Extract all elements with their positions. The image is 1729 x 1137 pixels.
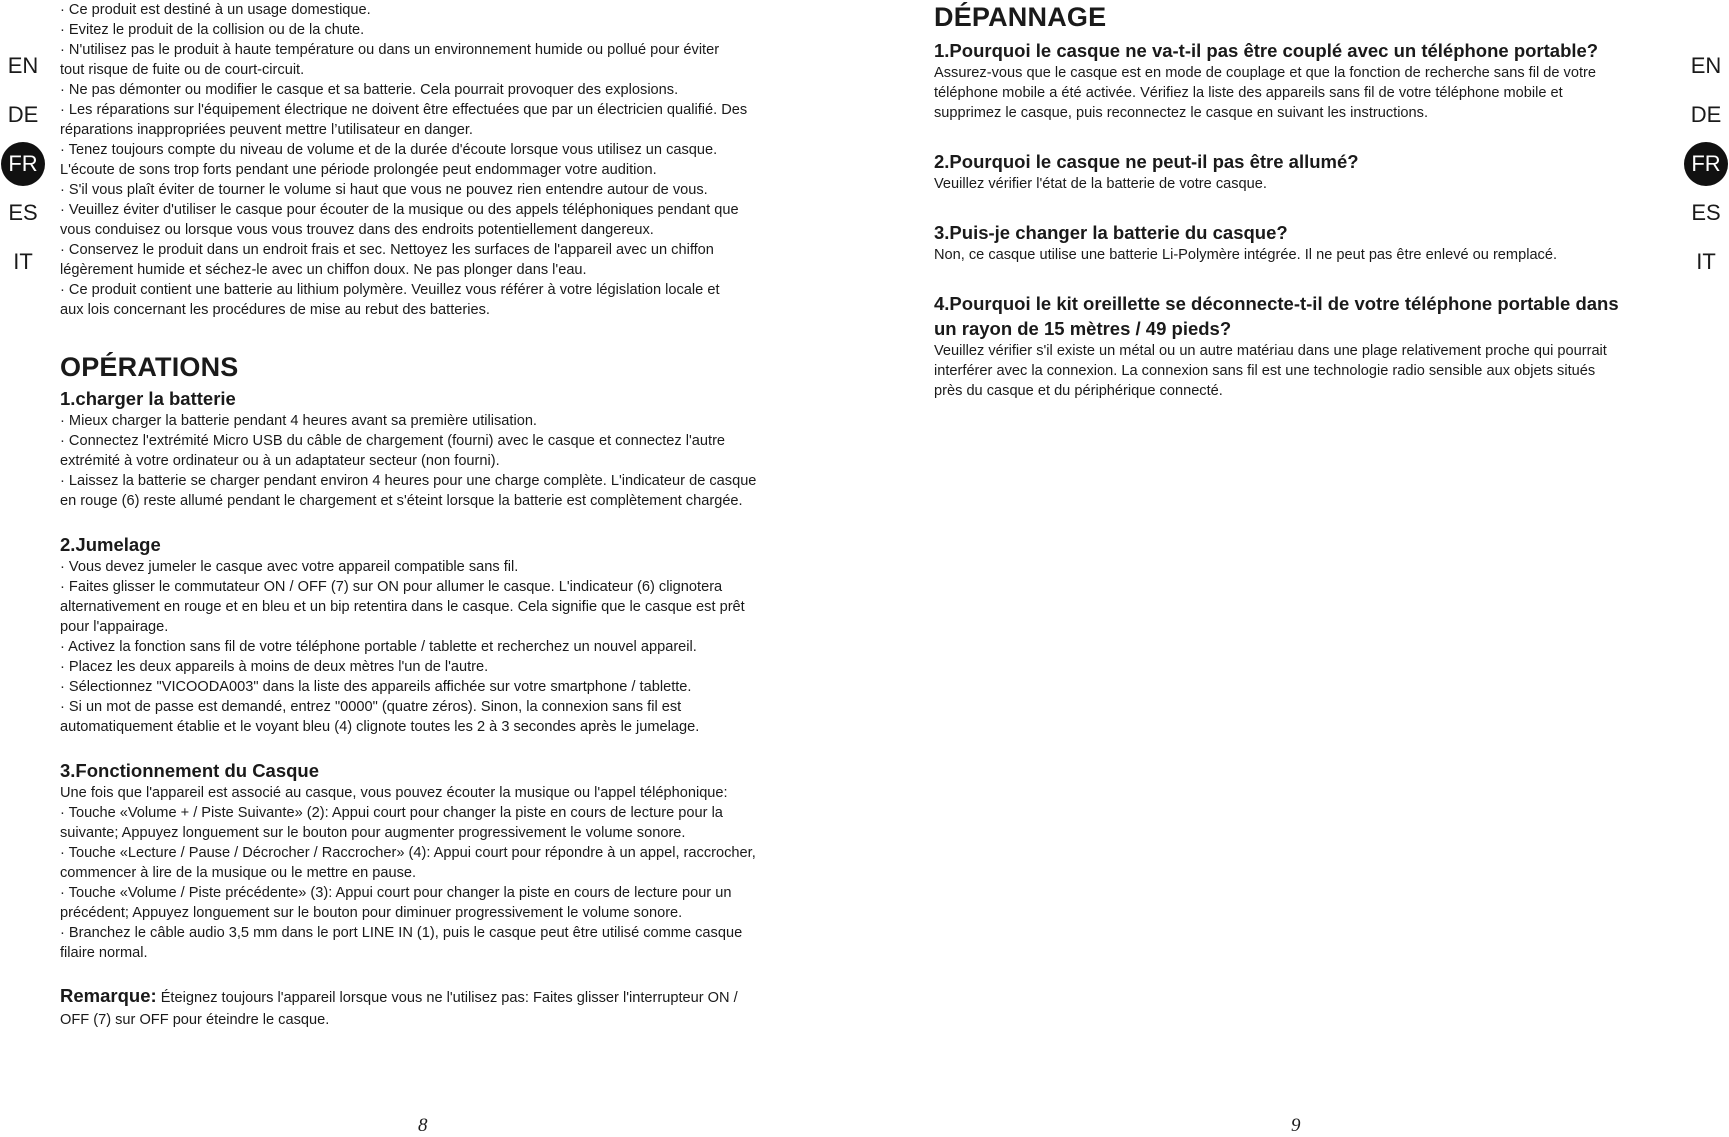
safety-instructions bbox=[60, 0, 796, 320]
section-line: en rouge (6) reste allumé pendant le chargement et s'éteint lorsque la batterie est complètement chargée. bbox=[60, 493, 743, 509]
faq-answer-line: Veuillez vérifier l'état de la batterie de votre casque. bbox=[934, 176, 1267, 192]
section-line: · Branchez le câble audio 3,5 mm dans le port LINE IN (1), puis le casque peut être utilisé comme casque bbox=[60, 925, 743, 941]
faq-question: 4.Pourquoi le kit oreillette se déconnecte-t-il de votre téléphone portable dans bbox=[934, 293, 1619, 314]
section-line: extrémité à votre ordinateur ou à un adaptateur secteur (non fourni). bbox=[60, 453, 500, 469]
safety-line: · S'il vous plaît éviter de tourner le volume si haut que vous ne pouvez rien entendre autour de vous. bbox=[60, 182, 708, 198]
section-line: précédent; Appuyez longuement sur le bouton pour diminuer progressivement le volume sonore. bbox=[60, 905, 683, 921]
lang-tab-es[interactable]: ES bbox=[8, 200, 38, 225]
safety-line: · Ne pas démonter ou modifier le casque et sa batterie. Cela pourrait provoquer des explosions. bbox=[60, 82, 679, 98]
section-line: · Touche «Volume / Piste précédente» (3): Appui court pour changer la piste en cours de lecture pour un bbox=[60, 885, 732, 901]
section-line: · Mieux charger la batterie pendant 4 heures avant sa première utilisation. bbox=[60, 413, 537, 429]
lang-tab-de[interactable]: DE bbox=[1690, 102, 1722, 127]
lang-tab-en[interactable]: EN bbox=[7, 53, 39, 78]
section-line: · Laissez la batterie se charger pendant environ 4 heures pour une charge complète. L'indicateur de casque bbox=[60, 473, 757, 489]
faq-answer-line: supprimez le casque, puis reconnectez le casque en suivant les instructions. bbox=[934, 105, 1429, 121]
section-line: · Connectez l'extrémité Micro USB du câble de chargement (fourni) avec le casque et connectez l'autre bbox=[60, 433, 726, 449]
safety-line: vous conduisez ou lorsque vous vous trouvez dans des endroits potentiellement dangereux. bbox=[60, 222, 654, 238]
safety-line: légèrement humide et séchez-le avec un chiffon doux. Ne pas plonger dans l'eau. bbox=[60, 262, 587, 278]
section-line: · Si un mot de passe est demandé, entrez "0000" (quatre zéros). Sinon, la connexion sans fil est bbox=[60, 699, 682, 715]
left-page-column bbox=[60, 0, 796, 1031]
right-page-column bbox=[934, 0, 1669, 401]
lang-tab-de[interactable]: DE bbox=[7, 102, 39, 127]
section-line: pour l'appairage. bbox=[60, 619, 169, 635]
section-line: · Faites glisser le commutateur ON / OFF (7) sur ON pour allumer le casque. L'indicateur (6) clignotera bbox=[60, 579, 723, 595]
lang-tab-fr-active[interactable]: FR bbox=[1684, 142, 1728, 186]
faq-item bbox=[934, 291, 1669, 401]
faq-item bbox=[934, 149, 1669, 194]
section-heading: 1.charger la batterie bbox=[60, 388, 236, 409]
section-headset-operation bbox=[60, 758, 796, 963]
faq-question-continued: un rayon de 15 mètres / 49 pieds? bbox=[934, 318, 1232, 339]
faq-item bbox=[934, 220, 1669, 265]
safety-line: · Conservez le produit dans un endroit frais et sec. Nettoyez les surfaces de l'appareil avec un chiffon bbox=[60, 242, 714, 258]
section-line: · Touche «Volume + / Piste Suivante» (2): Appui court pour changer la piste en cours de lecture pour la bbox=[60, 805, 723, 821]
page-number-right: 9 bbox=[1291, 1115, 1301, 1136]
section-heading: 2.Jumelage bbox=[60, 534, 161, 555]
troubleshooting-title: DÉPANNAGE bbox=[934, 2, 1107, 32]
safety-line: · Tenez toujours compte du niveau de volume et de la durée d'écoute lorsque vous utilisez un casque. bbox=[60, 142, 718, 158]
section-line: filaire normal. bbox=[60, 945, 148, 961]
faq-answer-line: Veuillez vérifier s'il existe un métal ou un autre matériau dans une plage relativement proche qui pourrait bbox=[934, 343, 1607, 359]
section-line: alternativement en rouge et en bleu et un bip retentira dans le casque. Cela signifie que le casque est prêt bbox=[60, 599, 745, 615]
lang-tab-es[interactable]: ES bbox=[1691, 200, 1721, 225]
faq-question: 1.Pourquoi le casque ne va-t-il pas être couplé avec un téléphone portable? bbox=[934, 40, 1599, 61]
section-line: · Sélectionnez "VICOODA003" dans la liste des appareils affichée sur votre smartphone / tablette. bbox=[60, 679, 692, 695]
section-charge-battery bbox=[60, 386, 796, 511]
faq-answer-line: Assurez-vous que le casque est en mode de couplage et que la fonction de recherche sans fil de votre bbox=[934, 65, 1596, 81]
section-heading: 3.Fonctionnement du Casque bbox=[60, 760, 320, 781]
section-line: suivante; Appuyez longuement sur le bouton pour augmenter progressivement le volume sonore. bbox=[60, 825, 686, 841]
page-number-left: 8 bbox=[418, 1115, 428, 1136]
section-line: commencer à lire de la musique ou le mettre en pause. bbox=[60, 865, 417, 881]
safety-line: · Evitez le produit de la collision ou de la chute. bbox=[60, 22, 365, 38]
lang-tab-en[interactable]: EN bbox=[1690, 53, 1722, 78]
safety-line: · Veuillez éviter d'utiliser le casque pour écouter de la musique ou des appels téléphoniques pendant que bbox=[60, 202, 739, 218]
lang-tab-it[interactable]: IT bbox=[1696, 249, 1716, 274]
operations-title: OPÉRATIONS bbox=[60, 352, 239, 382]
safety-line: · Ce produit est destiné à un usage domestique. bbox=[60, 2, 371, 18]
safety-line: · N'utilisez pas le produit à haute température ou dans un environnement humide ou pollué pour éviter bbox=[60, 42, 720, 58]
safety-line: réparations inappropriées peuvent mettre l’utilisateur en danger. bbox=[60, 122, 473, 138]
section-line: · Placez les deux appareils à moins de deux mètres l'un de l'autre. bbox=[60, 659, 489, 675]
safety-line: · Les réparations sur l'équipement électrique ne doivent être effectuées que par un électricien qualifié. Des bbox=[60, 102, 748, 118]
faq-answer-line: téléphone mobile a été activée. Vérifiez la liste des appareils sans fil de votre téléphone mobile et bbox=[934, 85, 1563, 101]
safety-line: tout risque de fuite ou de court-circuit. bbox=[60, 62, 305, 78]
faq-answer-line: près du casque et du périphérique connecté. bbox=[934, 383, 1223, 399]
section-pairing bbox=[60, 532, 796, 737]
section-line: automatiquement établie et le voyant bleu (4) clignote toutes les 2 à 3 secondes après le jumelage. bbox=[60, 719, 700, 735]
section-line: Une fois que l'appareil est associé au casque, vous pouvez écouter la musique ou l'appel téléphonique: bbox=[60, 785, 728, 801]
faq-question: 2.Pourquoi le casque ne peut-il pas être allumé? bbox=[934, 151, 1359, 172]
lang-tab-it[interactable]: IT bbox=[13, 249, 33, 274]
safety-line: L'écoute de sons trop forts pendant une période prolongée peut endommager votre audition. bbox=[60, 162, 657, 178]
faq-answer-line: Non, ce casque utilise une batterie Li-Polymère intégrée. Il ne peut pas être enlevé ou remplacé. bbox=[934, 247, 1558, 263]
remark-note bbox=[60, 985, 796, 1031]
section-line: · Touche «Lecture / Pause / Décrocher / Raccrocher» (4): Appui court pour répondre à un appel, raccrocher, bbox=[60, 845, 756, 861]
faq-answer-line: interférer avec la connexion. La connexion sans fil est une technologie radio sensible aux objets situés bbox=[934, 363, 1596, 379]
language-tabs-left bbox=[0, 44, 46, 289]
remark-label: Remarque: bbox=[60, 985, 157, 1006]
safety-line: aux lois concernant les procédures de mise au rebut des batteries. bbox=[60, 302, 490, 318]
language-tabs-right bbox=[1683, 44, 1729, 289]
section-line: · Vous devez jumeler le casque avec votre appareil compatible sans fil. bbox=[60, 559, 519, 575]
faq-question: 3.Puis-je changer la batterie du casque? bbox=[934, 222, 1288, 243]
faq-item bbox=[934, 38, 1669, 123]
remark-first-line bbox=[60, 985, 796, 1009]
remark-text: Éteignez toujours l'appareil lorsque vous ne l'utilisez pas: Faites glisser l'interrupteur ON / bbox=[156, 990, 738, 1006]
remark-second-line: OFF (7) sur OFF pour éteindre le casque. bbox=[60, 1012, 330, 1028]
safety-line: · Ce produit contient une batterie au lithium polymère. Veuillez vous référer à votre législation locale et bbox=[60, 282, 720, 298]
section-line: · Activez la fonction sans fil de votre téléphone portable / tablette et recherchez un nouvel appareil. bbox=[60, 639, 697, 655]
lang-tab-fr-active[interactable]: FR bbox=[1, 142, 45, 186]
